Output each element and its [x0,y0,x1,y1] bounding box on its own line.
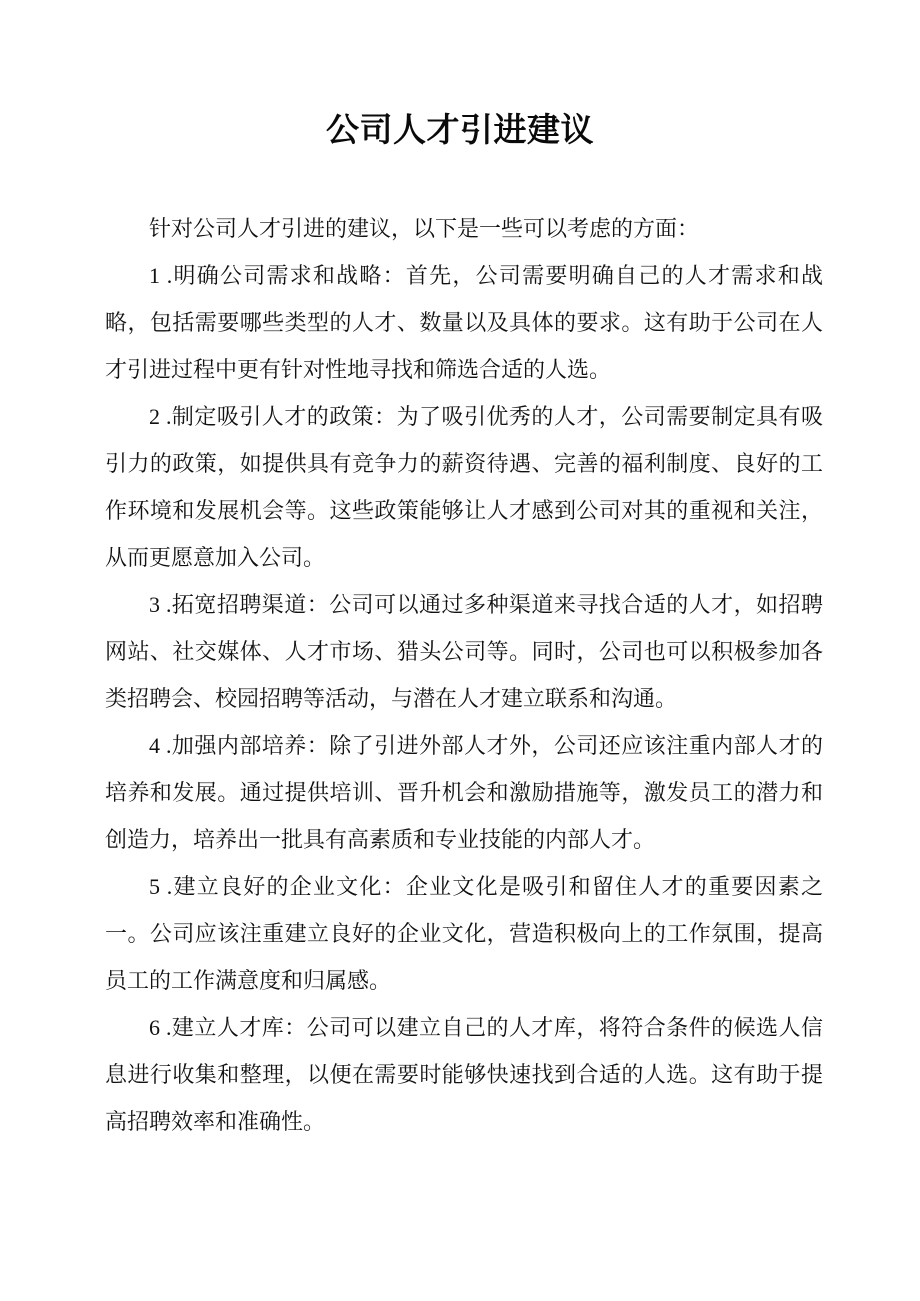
numbered-paragraph-3: 3 .拓宽招聘渠道：公司可以通过多种渠道来寻找合适的人才，如招聘网站、社交媒体、人才市场、猎头公司等。同时，公司也可以积极参加各类招聘会、校园招聘等活动，与潜在人才建立联系和沟通。 [105,592,823,711]
intro-paragraph: 针对公司人才引进的建议，以下是一些可以考虑的方面： [149,216,700,241]
document-body [105,205,823,1145]
numbered-paragraph-4: 4 .加强内部培养：除了引进外部人才外，公司还应该注重内部人才的培养和发展。通过提供培训、晋升机会和激励措施等，激发员工的潜力和创造力，培养出一批具有高素质和专业技能的内部人才。 [105,733,823,852]
numbered-paragraph-2: 2 .制定吸引人才的政策：为了吸引优秀的人才，公司需要制定具有吸引力的政策，如提供具有竞争力的薪资待遇、完善的福利制度、良好的工作环境和发展机会等。这些政策能够让人才感到公司对其的重视和关注，从而更愿意加入公司。 [105,404,823,570]
numbered-paragraph-5: 5 .建立良好的企业文化：企业文化是吸引和留住人才的重要因素之一。公司应该注重建立良好的企业文化，营造积极向上的工作氛围，提高员工的工作满意度和归属感。 [105,874,823,993]
numbered-paragraph-1: 1 .明确公司需求和战略：首先，公司需要明确自己的人才需求和战略，包括需要哪些类型的人才、数量以及具体的要求。这有助于公司在人才引进过程中更有针对性地寻找和筛选合适的人选。 [105,263,823,382]
numbered-paragraph-6: 6 .建立人才库：公司可以建立自己的人才库，将符合条件的候选人信息进行收集和整理，以便在需要时能够快速找到合适的人选。这有助于提高招聘效率和准确性。 [105,1015,823,1134]
document-title: 公司人才引进建议 [326,110,594,149]
